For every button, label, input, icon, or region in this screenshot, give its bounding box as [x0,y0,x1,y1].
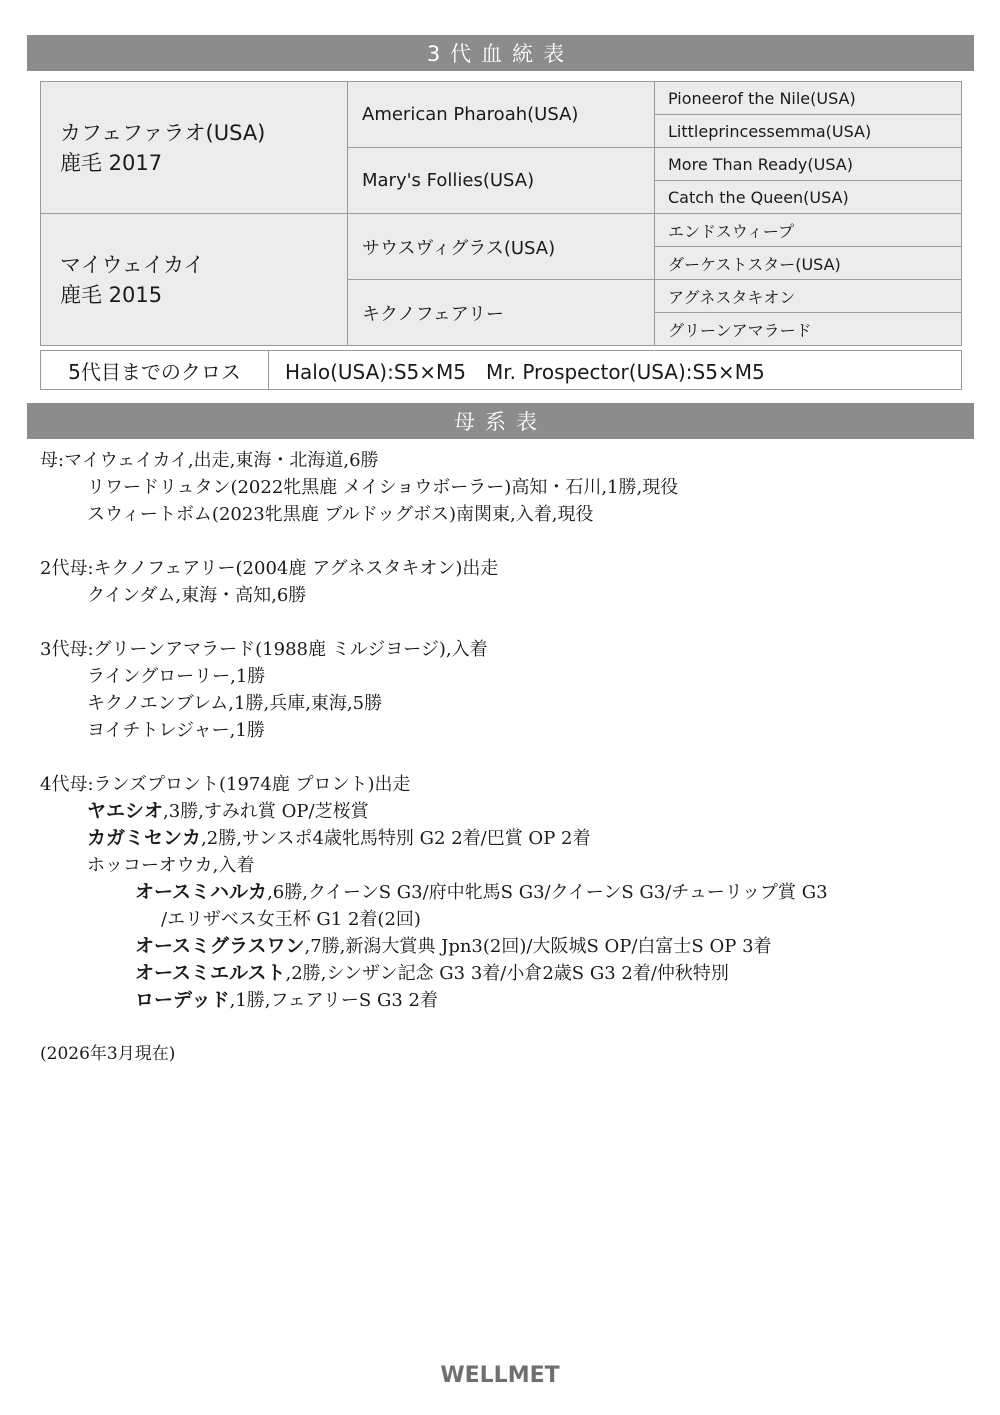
g4-offspring-3: ホッコーオウカ,入着 [87,855,255,876]
g3-cell-4: Catch the Queen(USA) [655,181,962,214]
as-of-note: (2026年3月現在) [40,1044,176,1064]
g3-cell-6: ダーケストスター(USA) [655,247,962,280]
dam-line: 母:マイウェイカイ,出走,東海・北海道,6勝 [40,450,379,471]
cross-value: Halo(USA):S5×M5 Mr. Prospector(USA):S5×M5 [269,351,962,390]
pedigree-header-label: 3代血統表 [426,42,575,66]
horse-name: オースミハルカ [135,881,268,903]
horse-record: ,3勝,すみれ賞 OP/芝桜賞 [163,801,369,822]
horse-record: ,1勝,フェアリーS G3 2着 [229,990,438,1011]
g4-offspring-2 [40,825,970,852]
g3-cell-7: アグネスタキオン [655,280,962,313]
horse-name: オースミエルスト [135,962,286,984]
horse-name: オースミグラスワン [135,935,305,957]
g3-offspring-3: ヨイチトレジャー,1勝 [87,720,265,741]
g4-offspring-1 [40,798,970,825]
g4-dam-line: 4代母:ランズプロント(1974鹿 プロント)出走 [40,774,411,795]
sire-name: カフェファラオ(USA) [60,120,266,145]
horse-record: ,2勝,サンスポ4歳牝馬特別 G2 2着/巴賞 OP 2着 [201,828,591,849]
sire-cell [41,82,348,214]
dam-dam-cell: キクノフェアリー [348,280,655,346]
family-header [27,403,974,439]
horse-record: ,2勝,シンザン記念 G3 3着/小倉2歳S G3 2着/仲秋特別 [285,963,729,984]
brand-logo: WELLMET [440,1363,560,1388]
sire-info: 鹿毛 2017 [60,150,163,175]
g3-cell-8: グリーンアマラード [655,313,962,346]
horse-record: ,6勝,クイーンS G3/府中牝馬S G3/クイーンS G3/チューリップ賞 G3 [267,882,828,903]
dam-sire-cell: サウスヴィグラス(USA) [348,214,655,280]
horse-name: カガミセンカ [87,827,202,849]
family-header-label: 母系表 [454,410,547,434]
dam-name: マイウェイカイ [60,252,205,277]
g3-cell-3: More Than Ready(USA) [655,148,962,181]
dam-info: 鹿毛 2015 [60,282,163,307]
dam-offspring-2: スウィートボム(2023牝黒鹿 ブルドッグボス)南関東,入着,現役 [87,504,594,525]
inbreeding-cross-table [40,350,962,390]
g5-offspring-2 [40,933,970,960]
horse-name: ヤエシオ [87,800,164,822]
dam-cell [41,214,348,346]
pedigree-table [40,81,962,346]
g3-offspring-1: ライングローリー,1勝 [87,666,266,687]
cross-label: 5代目までのクロス [41,351,269,390]
g5-offspring-3 [40,960,970,987]
g3-cell-2: Littleprincessemma(USA) [655,115,962,148]
g5-offspring-4 [40,987,970,1014]
sire-dam-cell: Mary's Follies(USA) [348,148,655,214]
g3-cell-1: Pioneerof the Nile(USA) [655,82,962,115]
g3-dam-line: 3代母:グリーンアマラード(1988鹿 ミルジヨージ),入着 [40,639,488,660]
pedigree-header [27,35,974,71]
horse-record: ,7勝,新潟大賞典 Jpn3(2回)/大阪城S OP/白富士S OP 3着 [304,936,772,957]
g2-dam-line: 2代母:キクノフェアリー(2004鹿 アグネスタキオン)出走 [40,558,499,579]
dam-offspring-1: リワードリュタン(2022牝黒鹿 メイショウボーラー)高知・石川,1勝,現役 [87,477,679,498]
g3-offspring-2: キクノエンブレム,1勝,兵庫,東海,5勝 [87,693,383,714]
g3-cell-5: エンドスウィープ [655,214,962,247]
g5-offspring-1 [40,879,970,906]
g2-offspring-1: クインダム,東海・高知,6勝 [87,585,307,606]
horse-name: ローデッド [135,989,230,1011]
g5-offspring-1-cont: /エリザベス女王杯 G1 2着(2回) [161,909,421,930]
sire-sire-cell: American Pharoah(USA) [348,82,655,148]
family-table [40,447,970,1068]
